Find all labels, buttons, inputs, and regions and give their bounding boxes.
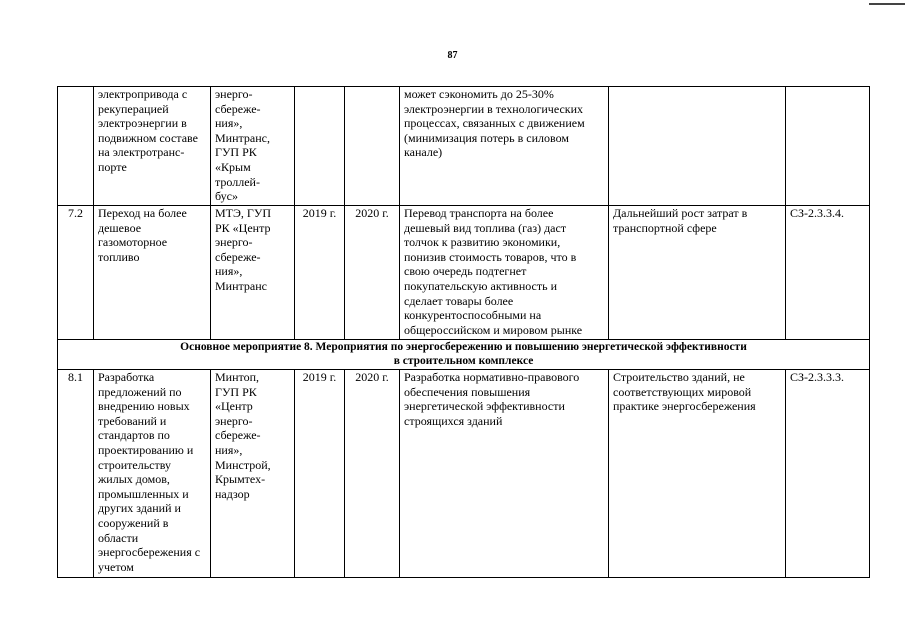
cell-executor: МТЭ, ГУП РК «Центр энерго- сбереже- ния», Минтранс [211, 206, 295, 340]
cell-consequences: Дальнейший рост затрат в транспортной сфере [609, 206, 786, 340]
measures-table [57, 86, 870, 578]
cell-end-year: 2020 г. [345, 206, 400, 340]
cell-link: СЗ-2.3.3.4. [786, 206, 870, 340]
corner-mark [869, 3, 905, 5]
cell-result: может сэкономить до 25-30% электроэнергии в технологических процессах, связанных с движением (минимизация потерь в силовом канале) [400, 87, 609, 206]
cell-executor: Минтоп, ГУП РК «Центр энерго- сбереже- ния», Минстрой, Крымтех- надзор [211, 370, 295, 578]
cell-end-year [345, 87, 400, 206]
cell-start-year: 2019 г. [295, 206, 345, 340]
cell-link: СЗ-2.3.3.3. [786, 370, 870, 578]
cell-end-year: 2020 г. [345, 370, 400, 578]
cell-number: 7.2 [58, 206, 94, 340]
cell-number: 8.1 [58, 370, 94, 578]
section-title: Основное мероприятие 8. Мероприятия по энергосбережению и повышению энергетической эффективности в строительном комплексе [58, 340, 870, 370]
table-row [58, 370, 870, 578]
table-row [58, 206, 870, 340]
cell-result: Разработка нормативно-правового обеспечения повышения энергетической эффективности строящихся зданий [400, 370, 609, 578]
cell-link [786, 87, 870, 206]
cell-measure: Переход на более дешевое газомоторное топливо [94, 206, 211, 340]
cell-measure: электропривода с рекуперацией электроэнергии в подвижном составе на электротранс- порте [94, 87, 211, 206]
cell-start-year: 2019 г. [295, 370, 345, 578]
cell-start-year [295, 87, 345, 206]
cell-consequences [609, 87, 786, 206]
cell-executor: энерго- сбереже- ния», Минтранс, ГУП РК «Крым троллей- бус» [211, 87, 295, 206]
section-header-row [58, 340, 870, 370]
cell-result: Перевод транспорта на более дешевый вид топлива (газ) даст толчок к развитию экономики, понизив стоимость товаров, что в свою очередь подтегнет покупательскую активность и сделает товары более конкурентоспособными на общероссийском и мировом рынке [400, 206, 609, 340]
table-row [58, 87, 870, 206]
cell-consequences: Строительство зданий, не соответствующих мировой практике энергосбережения [609, 370, 786, 578]
cell-measure: Разработка предложений по внедрению новых требований и стандартов по проектированию и строительству жилых домов, промышленных и других зданий и сооружений в области энергосбережения с учетом [94, 370, 211, 578]
page-number: 87 [447, 50, 458, 61]
cell-number [58, 87, 94, 206]
